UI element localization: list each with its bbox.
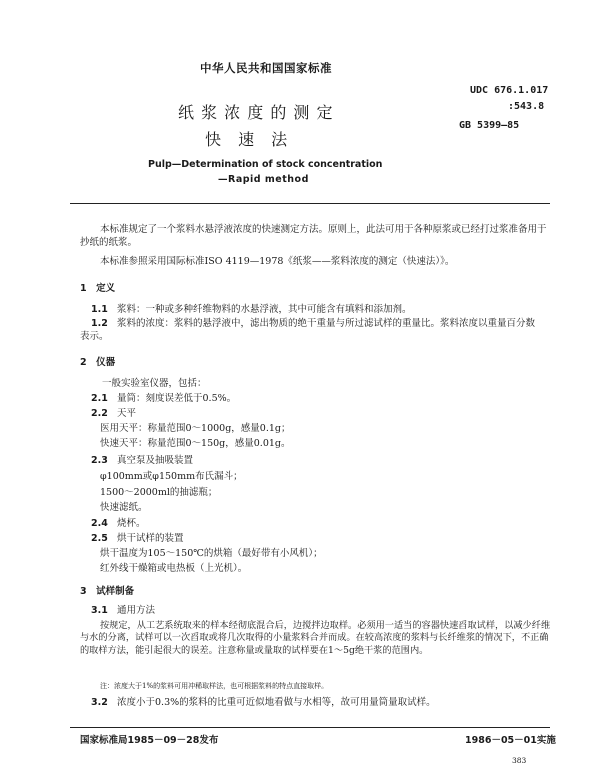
issued-date: 国家标准局1985－09－28发布 (80, 735, 219, 746)
clause-2-5-item-a: 烘干温度为105～150℃的烘箱（最好带有小风机）； (100, 548, 323, 559)
section-3-title: 3 试样制备 (80, 586, 135, 597)
section-2-intro: 一般实验室仪器，包括： (102, 378, 207, 389)
title-en-line1: Pulp—Determination of stock concentration (148, 159, 383, 170)
section-1-title: 1 定义 (80, 283, 116, 294)
clause-1-2-number: 1.2 (91, 318, 108, 329)
clause-2-3-item-a: φ100mm或φ150mm布氏漏斗； (100, 471, 243, 482)
clause-1-1-text: 浆料：一种或多种纤维物料的水悬浮液，其中可能含有填料和添加剂。 (117, 304, 412, 315)
clause-2-2-text: 天平 (117, 408, 137, 419)
udc-code-line2: :543.8 (508, 101, 545, 112)
clause-2-2-item-b: 快速天平：称量范围0～150g，感量0.01g。 (100, 438, 291, 449)
section-3-note: 注：浓度大于1%的浆料可用冲稀取样法，也可根据浆料的特点直接取样。 (100, 682, 329, 690)
title-cn-line2: 快 速 法 (205, 130, 294, 149)
intro-paragraph-2: 本标准参照采用国际标准ISO 4119—1978《纸浆——浆料浓度的测定（快速法）》。 (100, 256, 455, 267)
page-number: 383 (512, 756, 527, 765)
title-cn-line1: 纸 浆 浓 度 的 测 定 (178, 103, 334, 122)
clause-3-2-number: 3.2 (91, 697, 108, 708)
clause-3-1-text: 通用方法 (117, 605, 156, 616)
clause-2-3-text: 真空泵及抽吸装置 (117, 455, 194, 466)
clause-2-1-number: 2.1 (91, 393, 108, 404)
gb-code: GB 5399—85 (459, 120, 520, 131)
clause-3-2-text: 浓度小于0.3%的浆料的比重可近似地看做与水相等，故可用量筒量取试样。 (117, 697, 436, 708)
standard-org: 中华人民共和国国家标准 (200, 61, 332, 75)
udc-code-line1: UDC 676.1.017 (470, 85, 549, 96)
clause-2-5-text: 烘干试样的装置 (117, 533, 184, 544)
clause-2-5-item-b: 红外线干燥箱或电热板（上光机）。 (100, 563, 248, 574)
clause-3-1-number: 3.1 (91, 605, 108, 616)
clause-2-4-text: 烧杯。 (117, 518, 146, 529)
clause-2-3-number: 2.3 (91, 455, 108, 466)
clause-3-1-body: 按规定，从工艺系统取来的样本经彻底混合后，边搅拌边取样。必须用一适当的容器快速舀取试样，以减少纤维与水的分离，试样可以一次舀取或将几次取得的小量浆料合并而成。在较高浓度的浆料与长纤维浆的情况下，不正确的取样方法，能引起很大的误差。注意称量或量取的试样要在1～5g绝干浆的范围内。 (80, 620, 551, 656)
clause-2-5-number: 2.5 (91, 533, 108, 544)
intro-paragraph-1: 本标准规定了一个浆料水悬浮液浓度的快速测定方法。原则上，此法可用于各种原浆或已经打过浆准备用于抄纸的纸浆。 (80, 224, 547, 248)
clause-1-1-number: 1.1 (91, 304, 108, 315)
clause-2-4-number: 2.4 (91, 518, 108, 529)
clause-2-2-number: 2.2 (91, 408, 108, 419)
footer-rule (70, 727, 550, 728)
clause-2-3-item-c: 快速滤纸。 (100, 502, 148, 513)
header-rule (70, 203, 550, 204)
section-2-title: 2 仪器 (80, 357, 116, 368)
title-en-line2: —Rapid method (218, 174, 309, 185)
clause-2-3-item-b: 1500～2000ml的抽滤瓶； (100, 487, 218, 498)
clause-2-1-text: 量筒：刻度误差低于0.5%。 (117, 393, 237, 404)
clause-1-2-text: 浆料的浓度：浆料的悬浮液中，滤出物质的绝干重量与所过滤试样的重量比。浆料浓度以重量百分数表示。 (80, 318, 536, 342)
effective-date: 1986－05－01实施 (465, 735, 556, 746)
clause-2-2-item-a: 医用天平：称量范围0～1000g，感量0.1g； (100, 423, 291, 434)
